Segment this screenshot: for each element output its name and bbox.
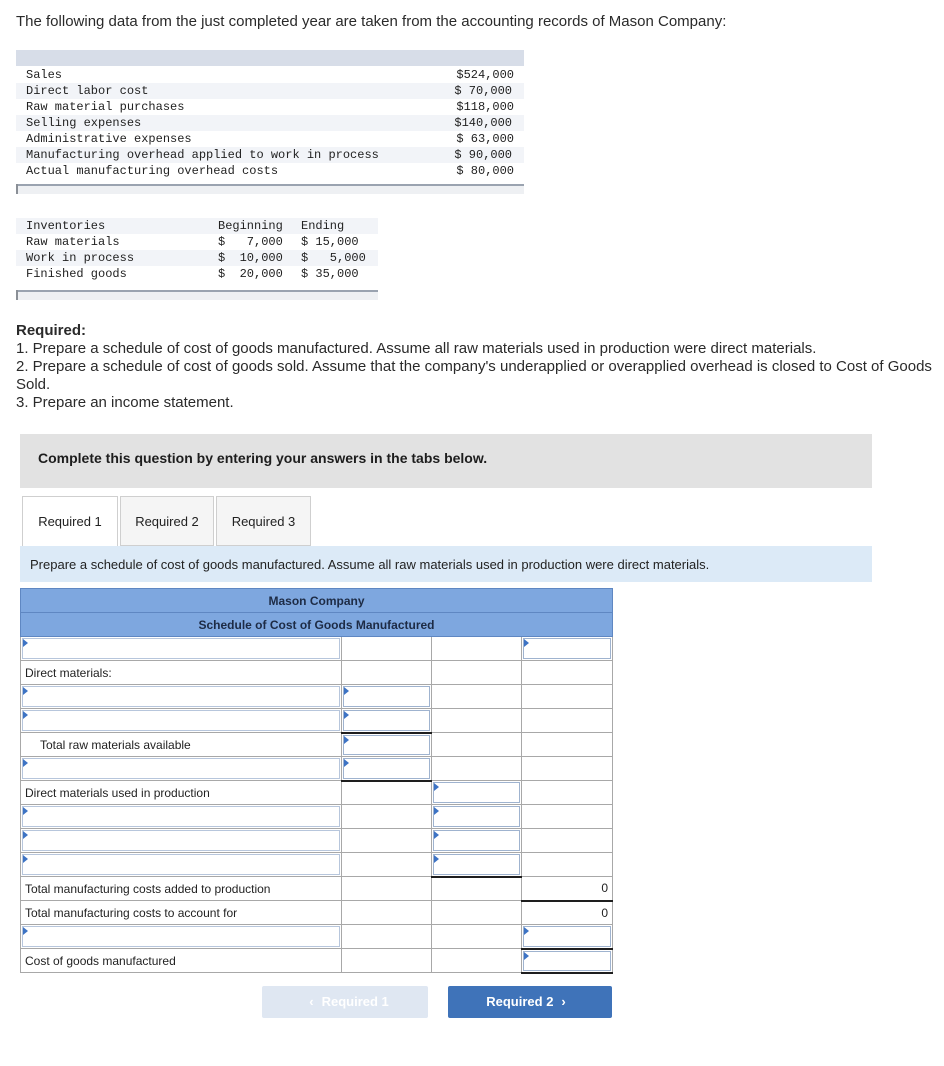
complete-banner [20, 434, 872, 488]
beginning-header: Beginning [218, 219, 283, 233]
amount-input[interactable] [343, 758, 430, 779]
dm-used-label: Direct materials used in production [21, 781, 342, 805]
given-data-table [16, 50, 524, 194]
total-mfg-added-label: Total manufacturing costs added to production [21, 877, 342, 901]
cogm-label: Cost of goods manufactured [21, 949, 342, 973]
account-select[interactable] [22, 854, 340, 875]
prev-tab-button[interactable] [262, 986, 428, 1018]
tab-required-2[interactable]: Required 2 [120, 496, 214, 546]
inventories-table [16, 218, 378, 300]
chevron-left-icon: ‹ [309, 994, 314, 1009]
amount-input[interactable] [523, 926, 611, 947]
table-row [21, 949, 613, 973]
amount-input[interactable] [523, 638, 611, 659]
given-amount: $ 80,000 [456, 164, 514, 178]
given-row [26, 131, 516, 147]
required-item: 2. Prepare a schedule of cost of goods sold. Assume that the company's underapplied or overapplied overhead is closed to Cost of Goods Sold. [16, 358, 932, 393]
account-select[interactable] [22, 710, 340, 731]
schedule-company: Mason Company [21, 589, 613, 613]
given-label: Direct labor cost [26, 84, 149, 98]
inventory-beginning: $ 20,000 [218, 267, 283, 281]
table-row [21, 829, 613, 853]
given-label: Raw material purchases [26, 100, 185, 114]
given-amount: $118,000 [456, 100, 514, 114]
account-select[interactable] [22, 686, 340, 707]
tab-required-1[interactable]: Required 1 [22, 496, 118, 546]
next-tab-label: Required 2 [486, 994, 554, 1009]
problem-intro: The following data from the just completed year are taken from the accounting records of Mason Company: [16, 13, 727, 30]
inventory-ending: $ 35,000 [301, 267, 359, 281]
prev-tab-label: Required 1 [321, 994, 389, 1009]
horizontal-scrollbar[interactable] [16, 290, 378, 300]
horizontal-scrollbar[interactable] [16, 184, 524, 194]
table-row [21, 925, 613, 949]
required-item: 1. Prepare a schedule of cost of goods manufactured. Assume all raw materials used in production were direct materials. [16, 340, 817, 357]
inventory-label: Finished goods [26, 267, 127, 281]
account-select[interactable] [22, 926, 340, 947]
ending-header: Ending [301, 219, 345, 233]
account-select[interactable] [22, 830, 340, 851]
inventory-beginning: $ 10,000 [218, 251, 283, 265]
total-mfg-added-value: 0 [522, 877, 613, 901]
table-row [21, 805, 613, 829]
amount-input[interactable] [433, 782, 520, 803]
required-item: 3. Prepare an income statement. [16, 394, 234, 411]
given-amount: $ 63,000 [456, 132, 514, 146]
table-row [21, 781, 613, 805]
schedule-title: Schedule of Cost of Goods Manufactured [21, 613, 613, 637]
amount-input[interactable] [433, 830, 520, 851]
instruction-text: Prepare a schedule of cost of goods manufactured. Assume all raw materials used in production were direct materials. [30, 557, 710, 572]
given-amount: $524,000 [456, 68, 514, 82]
inventory-beginning: $ 7,000 [218, 235, 283, 249]
total-to-account-label: Total manufacturing costs to account for [21, 901, 342, 925]
given-row [26, 67, 516, 83]
tab-required-3[interactable]: Required 3 [216, 496, 311, 546]
given-row [16, 83, 524, 99]
inventory-row [16, 234, 378, 250]
inventory-label: Raw materials [26, 235, 120, 249]
amount-input[interactable] [343, 710, 430, 731]
amount-input[interactable] [343, 686, 430, 707]
table-header-bar [16, 50, 524, 66]
inventory-label: Work in process [26, 251, 135, 265]
table-row [21, 853, 613, 877]
given-row [26, 99, 516, 115]
given-label: Administrative expenses [26, 132, 192, 146]
inventory-row [16, 250, 378, 266]
table-row [21, 709, 613, 733]
table-row [21, 901, 613, 925]
complete-prompt: Complete this question by entering your answers in the tabs below. [38, 450, 488, 466]
inventory-ending: $ 15,000 [301, 235, 359, 249]
amount-input[interactable] [433, 854, 520, 875]
account-select[interactable] [22, 806, 340, 827]
account-select[interactable] [22, 758, 340, 779]
table-row [21, 733, 613, 757]
amount-input[interactable] [343, 735, 430, 756]
cogm-schedule [20, 588, 612, 974]
given-label: Manufacturing overhead applied to work in process [26, 148, 379, 162]
total-raw-materials-label: Total raw materials available [21, 733, 342, 757]
given-label: Sales [26, 68, 63, 82]
given-amount: $140,000 [454, 116, 512, 130]
direct-materials-label: Direct materials: [21, 661, 342, 685]
table-row [21, 877, 613, 901]
account-select[interactable] [22, 638, 340, 659]
required-heading: Required: [16, 322, 87, 339]
amount-input[interactable] [433, 806, 520, 827]
next-tab-button[interactable] [448, 986, 612, 1018]
given-label: Selling expenses [26, 116, 142, 130]
inventory-ending: $ 5,000 [301, 251, 366, 265]
chevron-right-icon: › [561, 994, 566, 1009]
given-amount: $ 70,000 [454, 84, 512, 98]
inventories-header-row [16, 218, 378, 234]
given-row [16, 115, 524, 131]
instruction-bar [20, 546, 872, 582]
table-row [21, 685, 613, 709]
inventory-row [16, 266, 378, 282]
table-row [21, 757, 613, 781]
given-amount: $ 90,000 [454, 148, 512, 162]
table-row [21, 637, 613, 661]
inventories-header-label: Inventories [26, 219, 106, 233]
required-section [16, 322, 936, 412]
given-row [26, 163, 516, 179]
given-row [16, 147, 524, 163]
table-row [21, 661, 613, 685]
amount-input[interactable] [523, 951, 611, 971]
total-to-account-value: 0 [522, 901, 613, 925]
given-label: Actual manufacturing overhead costs [26, 164, 279, 178]
